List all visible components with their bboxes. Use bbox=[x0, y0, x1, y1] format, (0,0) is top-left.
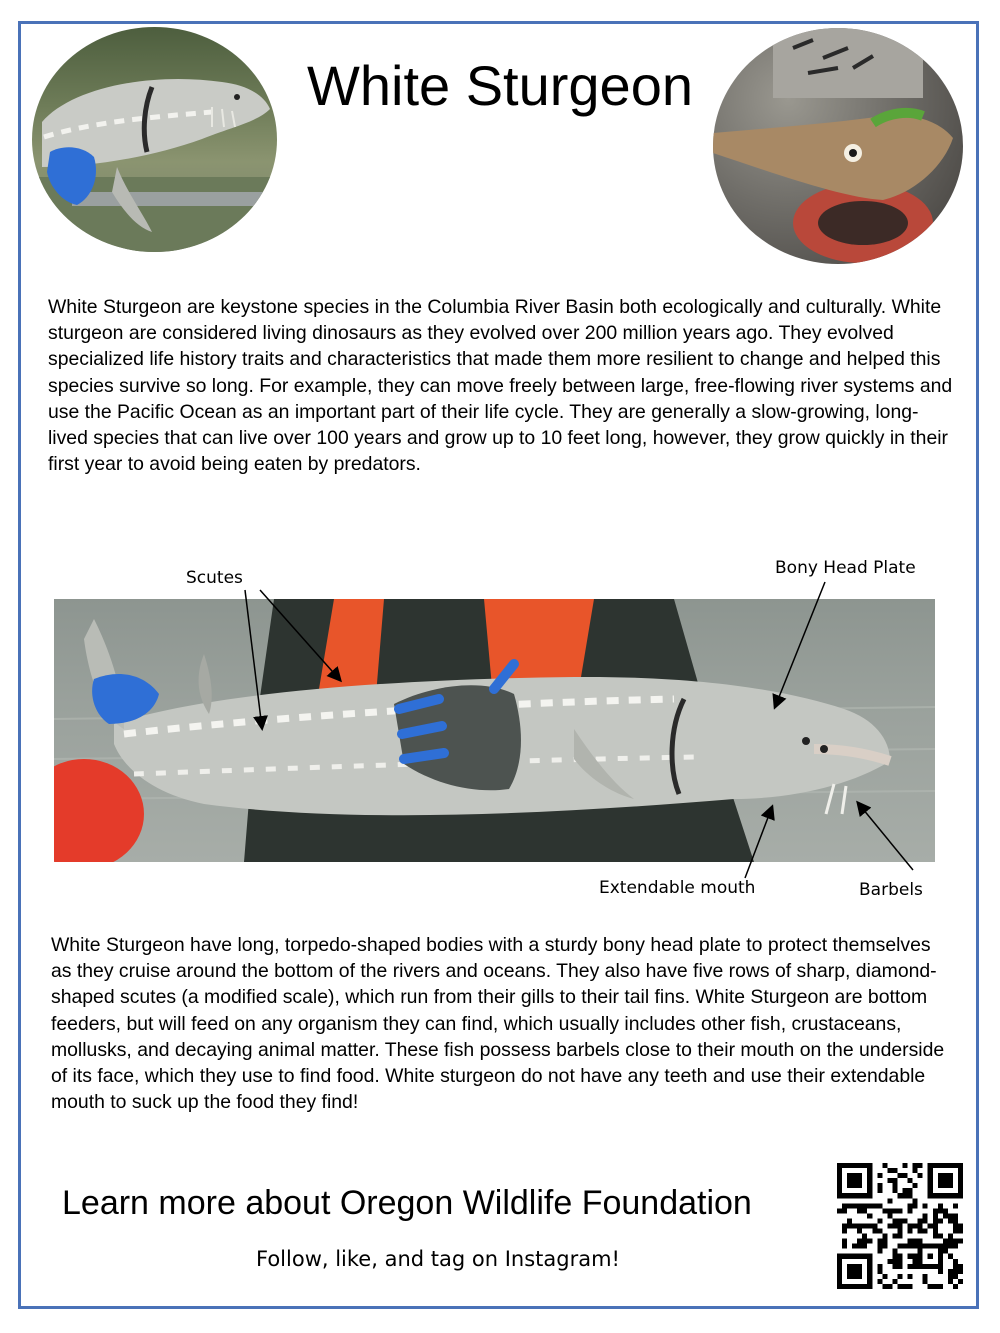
cta-heading: Learn more about Oregon Wildlife Foundation bbox=[62, 1184, 752, 1222]
page-title: White Sturgeon bbox=[307, 54, 693, 117]
label-scutes: Scutes bbox=[186, 568, 243, 588]
label-extendable-mouth: Extendable mouth bbox=[599, 878, 756, 898]
description-paragraph: White Sturgeon have long, torpedo-shaped bodies with a sturdy bony head plate to protect themselves as they cruise around the bottom of the rivers and oceans. They also have five rows of sharp, diamond-shaped scutes (a modified scale), which run from their gills to their tail fins. White Sturgeon are bottom feeders, but will feed on any organism they can find, which usually includes other fish, crustaceans, mollusks, and decaying animal matter. These fish possess barbels close to their mouth on the underside of its face, which they use to find food. White sturgeon do not have any teeth and use their extendable mouth to suck up the food they find! bbox=[51, 934, 945, 1114]
instagram-qr-code[interactable] bbox=[837, 1163, 963, 1289]
label-barbels: Barbels bbox=[859, 880, 923, 900]
instagram-callout: Follow, like, and tag on Instagram! bbox=[256, 1247, 620, 1271]
label-bony-head-plate: Bony Head Plate bbox=[775, 558, 916, 578]
intro-paragraph: White Sturgeon are keystone species in the Columbia River Basin both ecologically and culturally. White sturgeon are considered living dinosaurs as they evolved over 200 million years ago. They evolved specialized life history traits and characteristics that made them more resilient to change and helped this species survive so long. For example, they can move freely between large, free-flowing river systems and use the Pacific Ocean as an important part of their life cycle. They are generally a slow-growing, long-lived species that can live over 100 years and grow up to 10 feet long, however, they grow quickly in their first year to avoid being eaten by predators. bbox=[48, 296, 953, 476]
